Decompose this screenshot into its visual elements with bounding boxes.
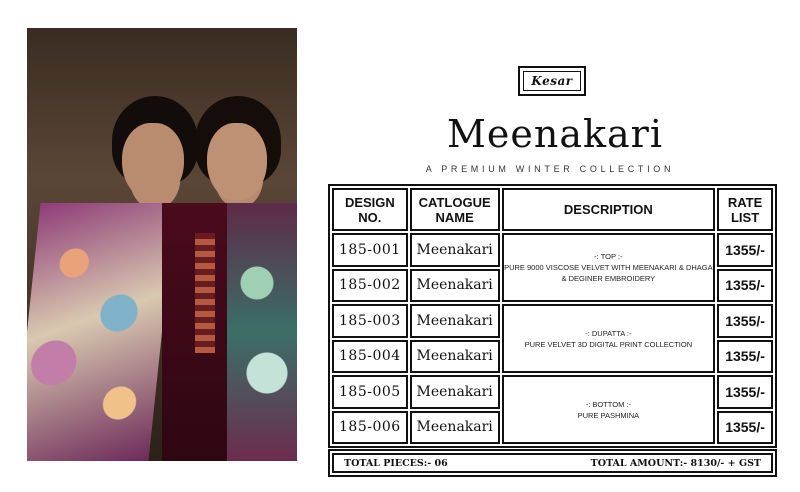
printed-shawl-left — [27, 203, 176, 461]
catalogue-name-cell: Meenakari — [410, 269, 500, 302]
table-header-row — [332, 188, 773, 231]
design-no-cell: 185-001 — [332, 233, 408, 266]
description-top-text: PURE 9000 VISCOSE VELVET WITH MEENAKARI & DHAGA & DEGINER EMBROIDERY — [504, 263, 713, 284]
total-pieces: TOTAL PIECES:- 06 — [344, 457, 448, 469]
brand-logo-text: Kesar — [531, 74, 573, 88]
totals-inner — [332, 453, 773, 473]
catalogue-title: Meenakari — [446, 112, 663, 156]
brand-logo — [518, 66, 586, 96]
header-design-no: DESIGN NO. — [332, 188, 408, 231]
total-amount: TOTAL AMOUNT:- 8130/- + GST — [590, 457, 761, 469]
header-rate-list: RATE LIST — [717, 188, 773, 231]
design-no-cell: 185-006 — [332, 411, 408, 444]
catalogue-name-cell: Meenakari — [410, 340, 500, 373]
catalogue-name-cell: Meenakari — [410, 411, 500, 444]
product-photo — [27, 28, 297, 461]
model-left-face — [122, 123, 184, 201]
rate-table — [328, 184, 777, 448]
rate-cell: 1355/- — [717, 340, 773, 373]
rate-cell: 1355/- — [717, 233, 773, 266]
description-dupatta-heading: -: DUPATTA :- — [585, 328, 632, 338]
header-catalogue-name: CATLOGUE NAME — [410, 188, 500, 231]
description-top-heading: -: TOP :- — [594, 252, 623, 262]
model-right-face — [207, 123, 267, 201]
design-no-cell: 185-003 — [332, 304, 408, 337]
design-no-cell: 185-004 — [332, 340, 408, 373]
catalogue-name-cell: Meenakari — [410, 375, 500, 408]
rate-cell: 1355/- — [717, 269, 773, 302]
design-no-cell: 185-005 — [332, 375, 408, 408]
table-row — [332, 375, 773, 408]
rate-cell: 1355/- — [717, 411, 773, 444]
catalogue-name-cell: Meenakari — [410, 233, 500, 266]
embroidered-panel — [195, 233, 215, 353]
description-bottom-heading: -: BOTTOM :- — [585, 399, 631, 409]
catalogue-name-cell: Meenakari — [410, 304, 500, 337]
totals-bar — [328, 449, 777, 477]
description-bottom — [502, 375, 716, 444]
description-dupatta-text: PURE VELVET 3D DIGITAL PRINT COLLECTION — [524, 339, 693, 349]
rate-cell: 1355/- — [717, 375, 773, 408]
header-description: DESCRIPTION — [502, 188, 716, 231]
printed-shawl-right — [227, 203, 297, 461]
table-row — [332, 304, 773, 337]
table-row — [332, 233, 773, 266]
rate-cell: 1355/- — [717, 304, 773, 337]
description-top — [502, 233, 716, 302]
description-bottom-text: PURE PASHMINA — [577, 410, 640, 420]
catalogue-subtitle: A PREMIUM WINTER COLLECTION — [425, 164, 675, 174]
description-dupatta — [502, 304, 716, 373]
design-no-cell: 185-002 — [332, 269, 408, 302]
